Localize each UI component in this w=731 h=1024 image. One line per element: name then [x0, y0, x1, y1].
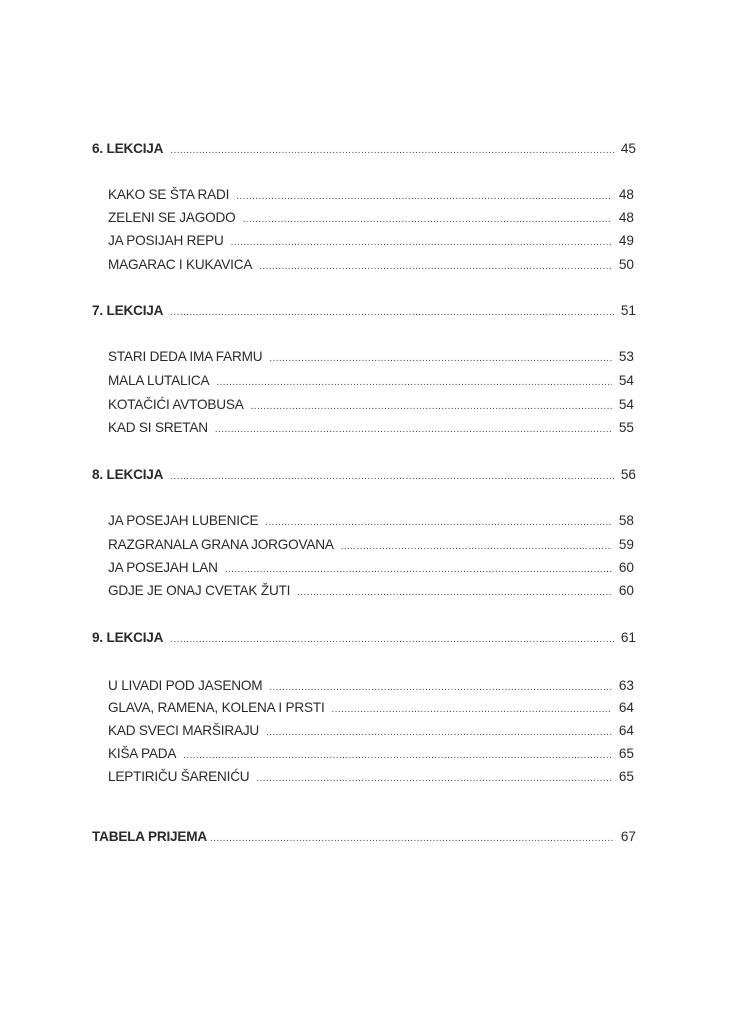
- toc-item[interactable]: [108, 512, 634, 532]
- toc-item[interactable]: [108, 677, 634, 697]
- toc-item[interactable]: [108, 582, 634, 602]
- dot-leader: [170, 468, 614, 486]
- page-number: 60: [618, 583, 634, 598]
- toc-section-6[interactable]: [92, 140, 636, 160]
- item-title: KIŠA PADA: [108, 746, 177, 761]
- dot-leader: [170, 304, 614, 322]
- section-title: TABELA PRIJEMA: [92, 829, 208, 844]
- page-number: 54: [618, 373, 634, 388]
- toc-item[interactable]: [108, 209, 634, 229]
- item-title: MALA LUTALICA: [108, 373, 210, 388]
- dot-leader: [269, 350, 612, 368]
- page-number: 59: [618, 537, 634, 552]
- dot-leader: [231, 234, 612, 252]
- item-title: KAD SVECI MARŠIRAJU: [108, 723, 260, 738]
- page-number: 45: [620, 141, 636, 156]
- toc-section-8[interactable]: [92, 466, 636, 486]
- item-title: MAGARAC I KUKAVICA: [108, 257, 253, 272]
- item-title: JA POSIJAH REPU: [108, 233, 224, 248]
- dot-leader: [251, 398, 612, 416]
- dot-leader: [183, 747, 612, 765]
- item-title: GDJE JE ONAJ CVETAK ŽUTI: [108, 583, 291, 598]
- toc-item[interactable]: [108, 232, 634, 252]
- page-number: 48: [618, 210, 634, 225]
- toc-section-7[interactable]: [92, 302, 636, 322]
- page-number: 50: [618, 257, 634, 272]
- page-number: 53: [618, 349, 634, 364]
- toc-item[interactable]: [108, 348, 634, 368]
- dot-leader: [215, 421, 612, 439]
- page-number: 48: [618, 187, 634, 202]
- page-number: 63: [618, 678, 634, 693]
- item-title: JA POSEJAH LUBENICE: [108, 513, 259, 528]
- page-number: 60: [618, 560, 634, 575]
- page-number: 55: [618, 420, 634, 435]
- section-title: 8. LEKCIJA: [92, 467, 164, 482]
- item-title: KOTAČIĆI AVTOBUSA: [108, 397, 244, 412]
- item-title: GLAVA, RAMENA, KOLENA I PRSTI: [108, 700, 325, 715]
- toc-item[interactable]: [108, 745, 634, 765]
- item-title: RAZGRANALA GRANA JORGOVANA: [108, 537, 334, 552]
- page-number: 64: [618, 700, 634, 715]
- item-title: KAKO SE ŠTA RADI: [108, 187, 230, 202]
- toc-item[interactable]: [108, 186, 634, 206]
- toc-item[interactable]: [108, 699, 634, 719]
- page-number: 65: [618, 746, 634, 761]
- page-number: 56: [620, 467, 636, 482]
- dot-leader: [269, 679, 612, 697]
- item-title: ZELENI SE JAGODO: [108, 210, 236, 225]
- dot-leader: [259, 258, 612, 276]
- toc-item[interactable]: [108, 396, 634, 416]
- item-title: JA POSEJAH LAN: [108, 560, 218, 575]
- dot-leader: [170, 142, 614, 160]
- section-title: 7. LEKCIJA: [92, 303, 164, 318]
- page-number: 58: [618, 513, 634, 528]
- dot-leader: [341, 538, 612, 556]
- page-number: 51: [620, 303, 636, 318]
- toc-item[interactable]: [108, 768, 634, 788]
- dot-leader: [266, 724, 612, 742]
- page-number: 65: [618, 769, 634, 784]
- toc-item[interactable]: [108, 722, 634, 742]
- page-number: 64: [618, 723, 634, 738]
- section-title: 6. LEKCIJA: [92, 141, 164, 156]
- item-title: KAD SI SRETAN: [108, 420, 208, 435]
- item-title: STARI DEDA IMA FARMU: [108, 349, 263, 364]
- dot-leader: [297, 584, 612, 602]
- toc-item[interactable]: [108, 536, 634, 556]
- toc-item[interactable]: [108, 419, 634, 439]
- page-number: 67: [620, 829, 636, 844]
- toc-item[interactable]: [108, 372, 634, 392]
- page-number: 61: [620, 630, 636, 645]
- page-number: 49: [618, 233, 634, 248]
- item-title: U LIVADI POD JASENOM: [108, 678, 263, 693]
- dot-leader: [210, 830, 614, 848]
- toc-item[interactable]: [108, 559, 634, 579]
- dot-leader: [216, 374, 612, 392]
- section-title: 9. LEKCIJA: [92, 630, 164, 645]
- item-title: LEPTIRIČU ŠARENIĆU: [108, 769, 250, 784]
- dot-leader: [225, 561, 612, 579]
- dot-leader: [256, 770, 612, 788]
- dot-leader: [236, 188, 612, 206]
- dot-leader: [170, 631, 614, 649]
- dot-leader: [265, 514, 612, 532]
- toc-section-9[interactable]: [92, 629, 636, 649]
- dot-leader: [242, 211, 612, 229]
- toc-item[interactable]: [108, 256, 634, 276]
- dot-leader: [332, 701, 612, 719]
- page-number: 54: [618, 397, 634, 412]
- toc-tabela-prijema[interactable]: [92, 828, 636, 848]
